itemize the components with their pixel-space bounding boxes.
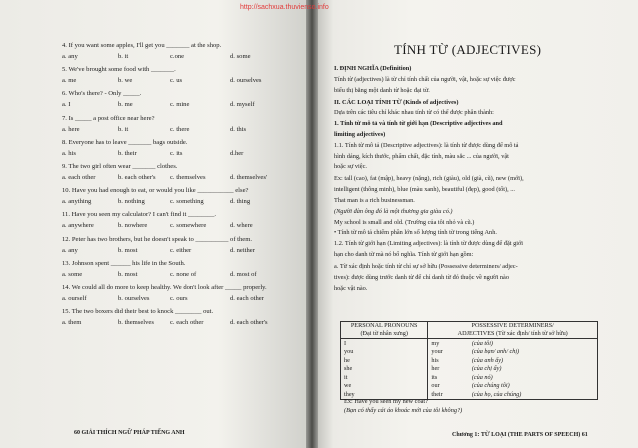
answer-option: a. ourself <box>62 295 87 302</box>
table-row <box>341 339 598 348</box>
question-text: 10. Have you had enough to eat, or would you like ___________ else? <box>62 187 249 195</box>
determiner-cell: their <box>428 390 469 399</box>
answer-option: b. nowhere <box>118 222 148 230</box>
question-text: 15. The two boxers did their best to knock ________ out. <box>62 308 214 316</box>
answer-option: d. this <box>230 125 247 133</box>
answer-option: c. its <box>170 149 183 157</box>
question-text: 11. Have you seen my calculator? I can't find it ________. <box>62 211 217 219</box>
determiner-cell: my <box>428 339 469 348</box>
pronoun-cell: you <box>341 348 428 357</box>
body-line: (Người đàn ông đó là một thương gia giàu có.) <box>334 207 453 215</box>
chapter-title: TÍNH TỪ (ADJECTIVES) <box>394 42 542 57</box>
answer-option: b. their <box>118 149 137 157</box>
body-line: • Tính từ mô tả chiếm phần lớn số lượng tính từ trong tiếng Anh. <box>334 229 497 237</box>
pronoun-cell: it <box>341 373 428 382</box>
answer-option: c.one <box>170 53 185 60</box>
pronoun-cell: I <box>341 339 428 348</box>
body-line: hoặc sự việc. <box>334 163 367 171</box>
determiner-cell: our <box>428 382 469 391</box>
answer-option: b. most <box>118 246 138 254</box>
meaning-cell: (của chúng tôi) <box>469 382 598 391</box>
answer-option: a. anywhere <box>62 222 94 230</box>
pronoun-cell: she <box>341 365 428 374</box>
answer-option: d.her <box>230 149 244 157</box>
example-sentence: Ex: Have you seen my new coat? <box>344 398 428 405</box>
answer-option: a. I <box>62 101 71 109</box>
answer-option: c. each other <box>170 319 204 327</box>
answer-option: d. each other's <box>230 319 268 327</box>
determiner-cell: your <box>428 348 469 357</box>
pronoun-cell: they <box>341 390 428 399</box>
body-line: 1. Tính từ mô tả và tính từ giới hạn (Descriptive adjectives and <box>334 120 503 128</box>
answer-option: a. me <box>62 77 77 85</box>
question-text: 9. The two girl often wear _______ clothes. <box>62 163 178 170</box>
header-determiners-label: POSSESSIVE DETERMINERS/ <box>471 322 554 329</box>
body-line: 1.2. Tính từ giới hạn (Limiting adjectives): là tính từ được dùng để đặt giới <box>334 240 524 248</box>
answer-option: c. mine <box>170 101 190 109</box>
meaning-cell: (của họ, của chúng) <box>469 390 598 399</box>
answer-option: a. his <box>62 149 76 157</box>
body-line: hoặc vật nào. <box>334 284 368 292</box>
answer-option: d. thing <box>230 198 251 206</box>
body-line: My school is small and old. (Trường của tôi nhỏ và cũ.) <box>334 218 475 226</box>
header-determiners-sub: ADJECTIVES (Từ xác định/ tính từ sở hữu) <box>457 330 568 337</box>
body-line: Ex: tall (cao), fat (mập), heavy (nặng), rich (giàu), old (già, cũ), new (mới), <box>334 175 524 183</box>
watermark-url[interactable]: http://sachxua.thuvienso.info <box>240 4 329 11</box>
book-gutter <box>306 0 318 448</box>
answer-option: b. it <box>118 53 129 60</box>
question-text: 4. If you want some apples, I'll get you _______ at the shop. <box>62 42 222 49</box>
question-text: 8. Everyone has to leave _______ bags outside. <box>62 138 188 146</box>
question-text: 6. Who's there? - Only _____. <box>62 90 142 98</box>
pronoun-cell: he <box>341 356 428 365</box>
determiner-cell: her <box>428 365 469 374</box>
meaning-cell: (của chị ấy) <box>469 365 598 374</box>
answer-option: c. ours <box>170 295 188 302</box>
meaning-cell: (của anh ấy) <box>469 356 598 365</box>
table-row <box>341 365 598 374</box>
answer-option: b. themselves <box>118 319 154 327</box>
body-line: Tính từ (adjectives) là từ chỉ tính chất của người, vật, hoặc sự việc được <box>334 75 516 83</box>
table-row <box>341 373 598 382</box>
answer-option: d. each other <box>230 295 264 302</box>
answer-option: c. us <box>170 77 183 85</box>
example-translation: (Bạn có thấy cái áo khoác mới của tôi không?) <box>344 407 463 414</box>
body-line: I. ĐỊNH NGHĨA (Definition) <box>334 65 412 72</box>
body-line: hạn cho danh từ mà nó bổ nghĩa. Tính từ giới hạn gồm: <box>334 251 474 258</box>
answer-option: d. some <box>230 53 251 60</box>
answer-option: b. ourselves <box>118 295 150 302</box>
answer-option: b. nothing <box>118 198 145 206</box>
meaning-cell: (của bạn/ anh/ chị) <box>469 348 598 357</box>
answer-option: a. anything <box>62 198 92 206</box>
determiner-cell: his <box>428 356 469 365</box>
body-line: a. Từ xác định hoặc tính từ chỉ sự sở hữu (Possessive determiners/ adjec- <box>334 263 518 270</box>
answer-option: c. something <box>170 198 204 206</box>
header-pronouns-label: PERSONAL PRONOUNS <box>350 322 418 329</box>
answer-option: d. myself <box>230 101 255 109</box>
answer-option: c. themselves <box>170 174 206 181</box>
body-line: II. CÁC LOẠI TÍNH TỪ (Kinds of adjectives) <box>334 98 459 106</box>
meaning-cell: (của nó) <box>469 373 598 382</box>
table-row <box>341 382 598 391</box>
answer-option: b. me <box>118 101 133 109</box>
answer-option: a. any <box>62 246 78 254</box>
answer-option: b. we <box>118 77 133 85</box>
answer-option: a. some <box>62 270 83 278</box>
answer-option: d. where <box>230 222 253 230</box>
body-line: hình dáng, kích thước, phẩm chất, đặc tính, màu sắc ... của người, vật <box>334 152 509 160</box>
body-line: 1.1. Tính từ mô tả (Descriptive adjectives): là tính từ được dùng để mô tả <box>334 141 519 149</box>
answer-option: a. here <box>62 125 80 133</box>
header-pronouns-sub: (Đại từ nhân xưng) <box>360 330 408 337</box>
question-text: 5. We've brought some food with _______. <box>62 66 176 74</box>
answer-option: d. most of <box>230 270 257 278</box>
right-page-footer: Chương 1: TỪ LOẠI (THE PARTS OF SPEECH) 61 <box>452 432 588 438</box>
body-line: That man is a rich businessman. <box>334 197 415 204</box>
body-line: biểu thị bằng một danh từ hoặc đại từ. <box>334 86 430 94</box>
table-header-pronouns <box>341 322 428 339</box>
left-page-footer: 60 GIẢI THÍCH NGỮ PHÁP TIẾNG ANH <box>74 430 185 436</box>
determiner-cell: its <box>428 373 469 382</box>
pronoun-cell: we <box>341 382 428 391</box>
answer-option: b. each other's <box>118 174 156 181</box>
body-line: limiting adjectives) <box>334 131 386 138</box>
answer-option: c. somewhere <box>170 222 207 230</box>
answer-option: c. none of <box>170 270 197 278</box>
answer-option: a. any <box>62 53 78 60</box>
question-text: 13. Johnson spent ______ his life in the South. <box>62 259 186 267</box>
question-text: 14. We could all do more to keep healthy. We don't look after _____ properly. <box>62 284 267 291</box>
question-text: 7. Is _____ a post office near here? <box>62 114 155 122</box>
answer-option: a. each other <box>62 174 96 181</box>
answer-option: c. there <box>170 125 190 133</box>
table-header-determiners <box>428 322 598 339</box>
answer-option: c. either <box>170 246 192 254</box>
body-line: Dựa trên các tiêu chí khác nhau tính từ có thể được phân thành: <box>334 109 494 117</box>
body-line: intelligent (thông minh), blue (màu xanh), beautiful (đẹp), good (tốt), ... <box>334 186 515 194</box>
answer-option: d. themselves' <box>230 174 268 181</box>
table-row <box>341 348 598 357</box>
body-line: tives): được dùng trước danh từ để chỉ danh từ đó thuộc về người nào <box>334 273 509 281</box>
meaning-cell: (của tôi) <box>469 339 598 348</box>
table-row <box>341 356 598 365</box>
answer-option: a. them <box>62 319 82 327</box>
table-header-row <box>341 322 598 339</box>
answer-option: d. ourselves <box>230 77 262 85</box>
question-text: 12. Peter has two brothers, but he doesn't speak to __________ of them. <box>62 235 252 243</box>
answer-option: b. it <box>118 125 129 133</box>
answer-option: d. neither <box>230 246 255 254</box>
pronoun-table <box>340 321 598 400</box>
answer-option: b. most <box>118 270 138 278</box>
